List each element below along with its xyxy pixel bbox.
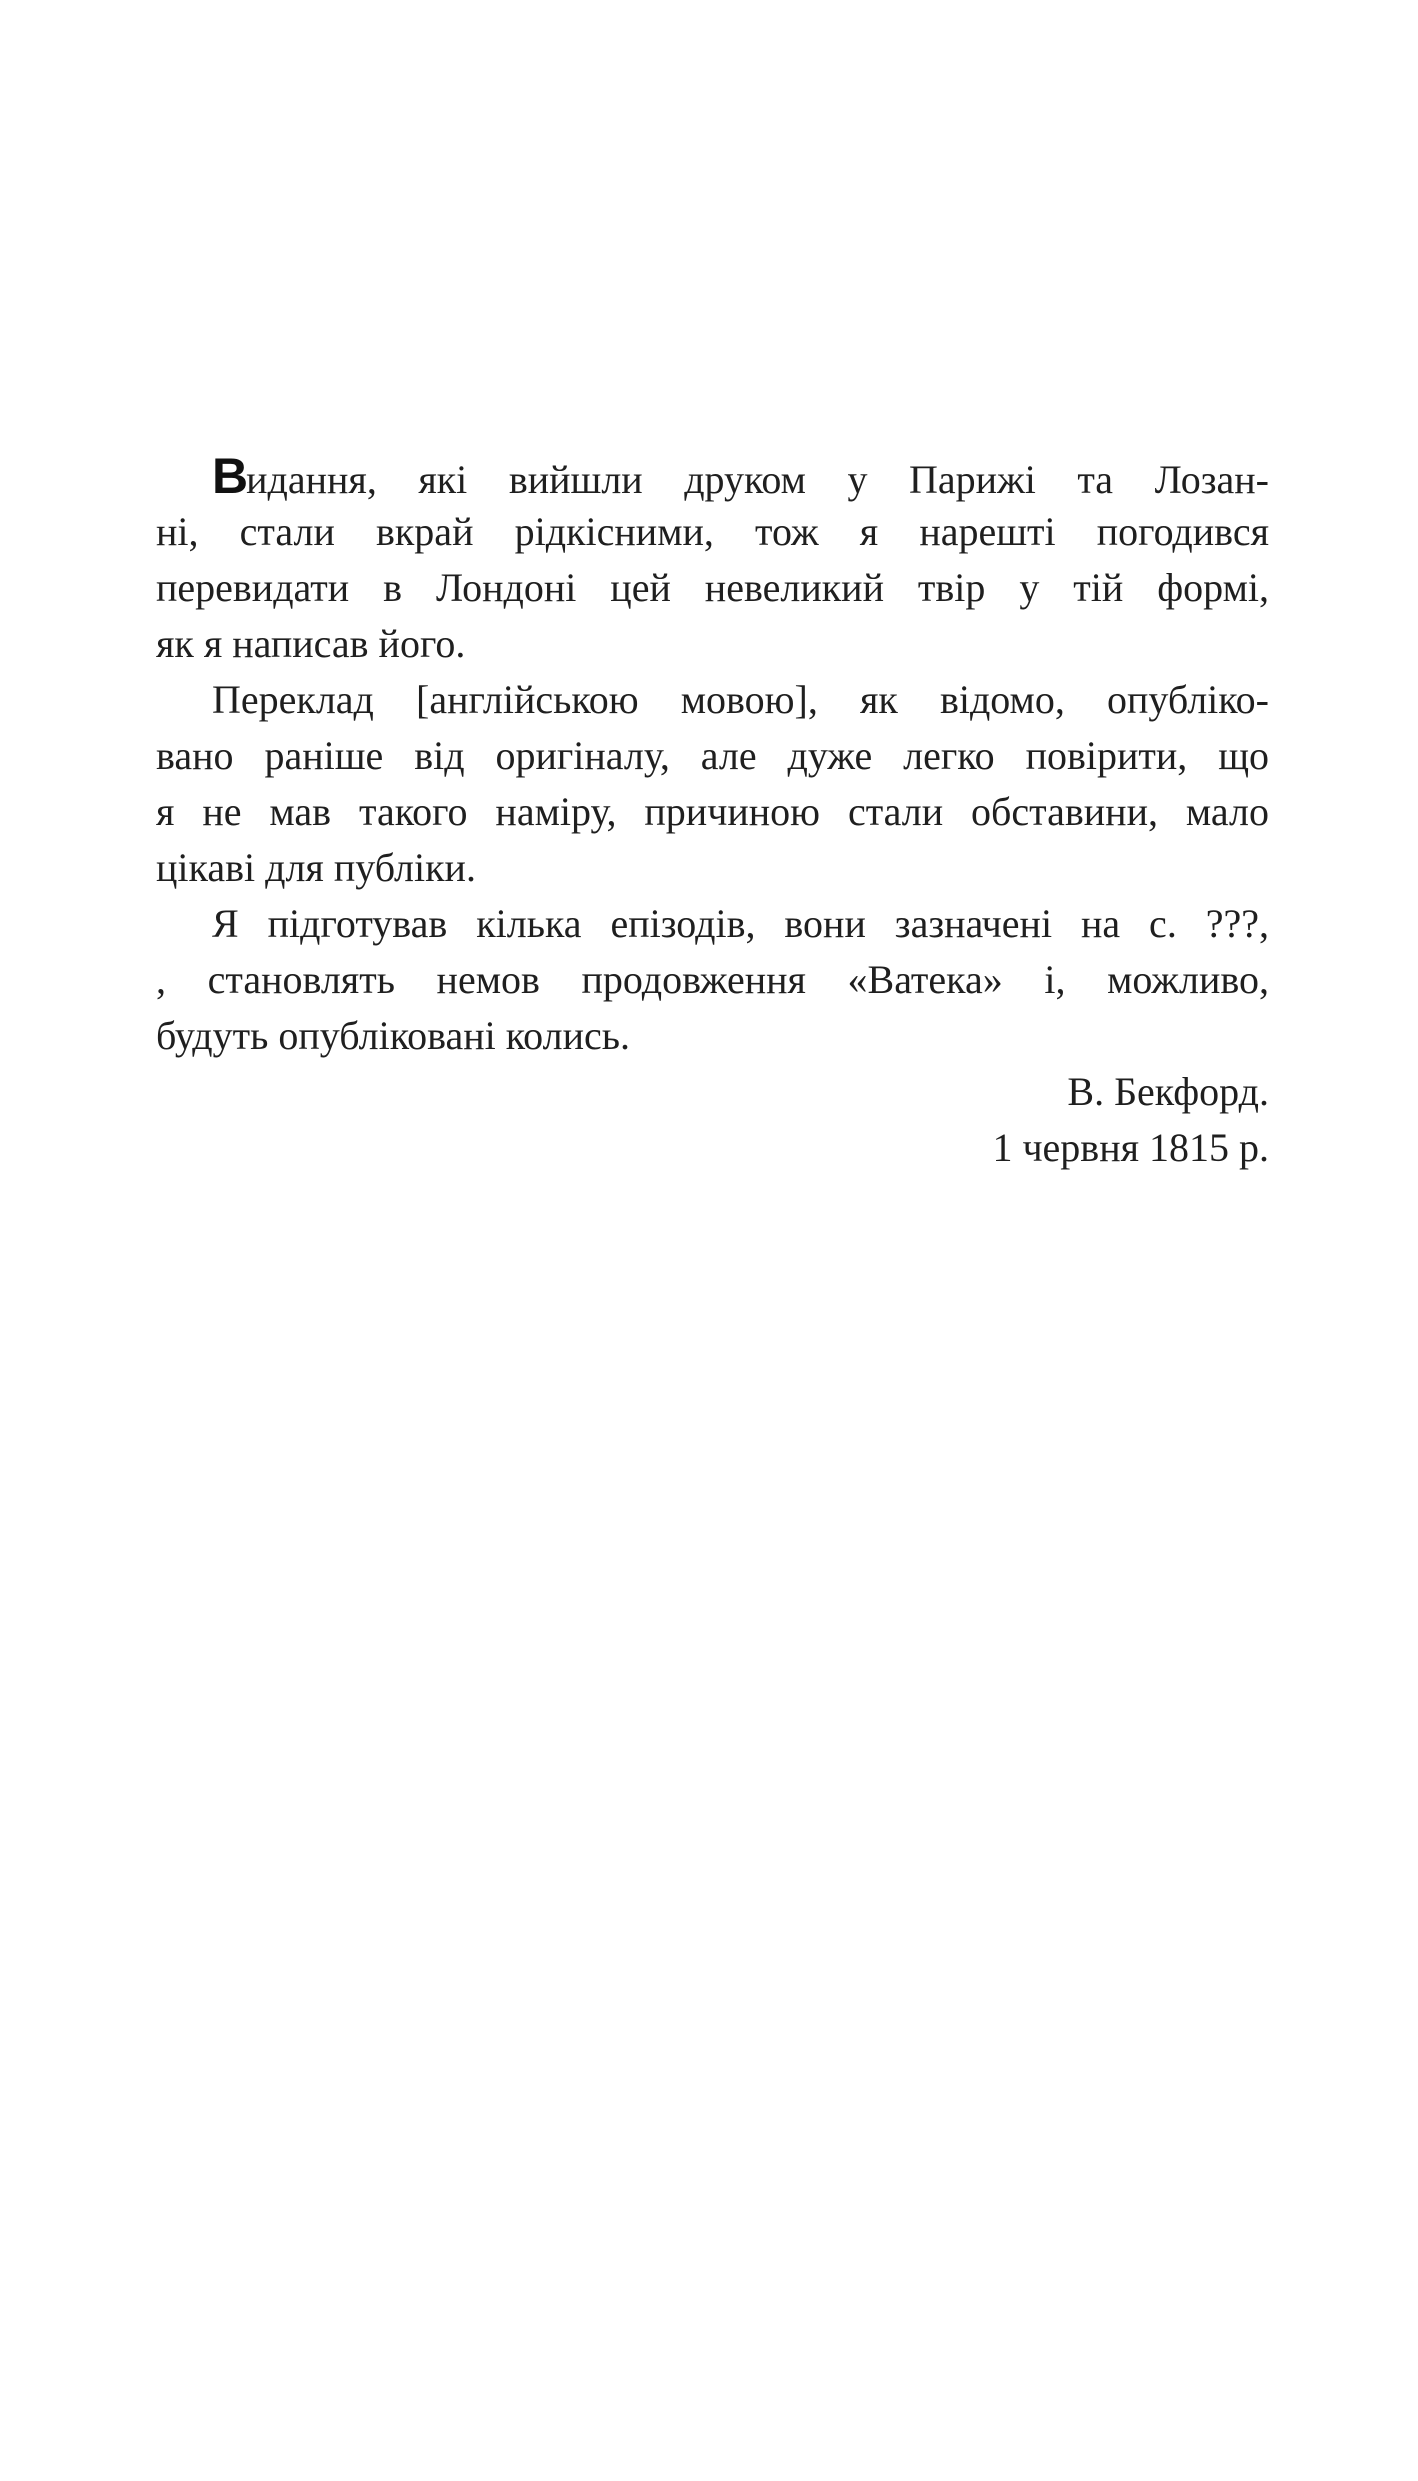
text-line: вано раніше від оригіналу, але дуже легко повірити, що <box>156 733 1269 778</box>
text-line: як я написав його. <box>156 621 466 666</box>
paragraph-1 <box>156 448 1269 672</box>
text-line: цікаві для публіки. <box>156 845 476 890</box>
text-line: ні, стали вкрай рідкісними, тож я нарешті погодився <box>156 509 1269 554</box>
signature <box>156 1064 1269 1176</box>
text-line: , становлять немов продовження «Ватека» і, можливо, <box>156 957 1269 1002</box>
text-line <box>156 448 1269 504</box>
text-line: Переклад [англійською мовою], як відомо, опубліко- <box>212 677 1269 722</box>
text-line: Я підготував кілька епізодів, вони зазначені на с. ???, <box>212 901 1269 946</box>
paragraph-3 <box>156 896 1269 1064</box>
text-line: я не мав такого наміру, причиною стали обставини, мало <box>156 789 1269 834</box>
paragraph-2 <box>156 672 1269 896</box>
text-line: будуть опубліковані колись. <box>156 1013 630 1058</box>
text-line-content: идання, які вийшли друком у Парижі та Лозан- <box>246 457 1269 502</box>
drop-cap: В <box>212 448 247 504</box>
preface-text <box>156 448 1269 1176</box>
signature-date: 1 червня 1815 р. <box>992 1125 1269 1170</box>
text-line: перевидати в Лондоні цей невеликий твір у тій формі, <box>156 565 1269 610</box>
signature-author: В. Бекфорд. <box>1067 1069 1269 1114</box>
